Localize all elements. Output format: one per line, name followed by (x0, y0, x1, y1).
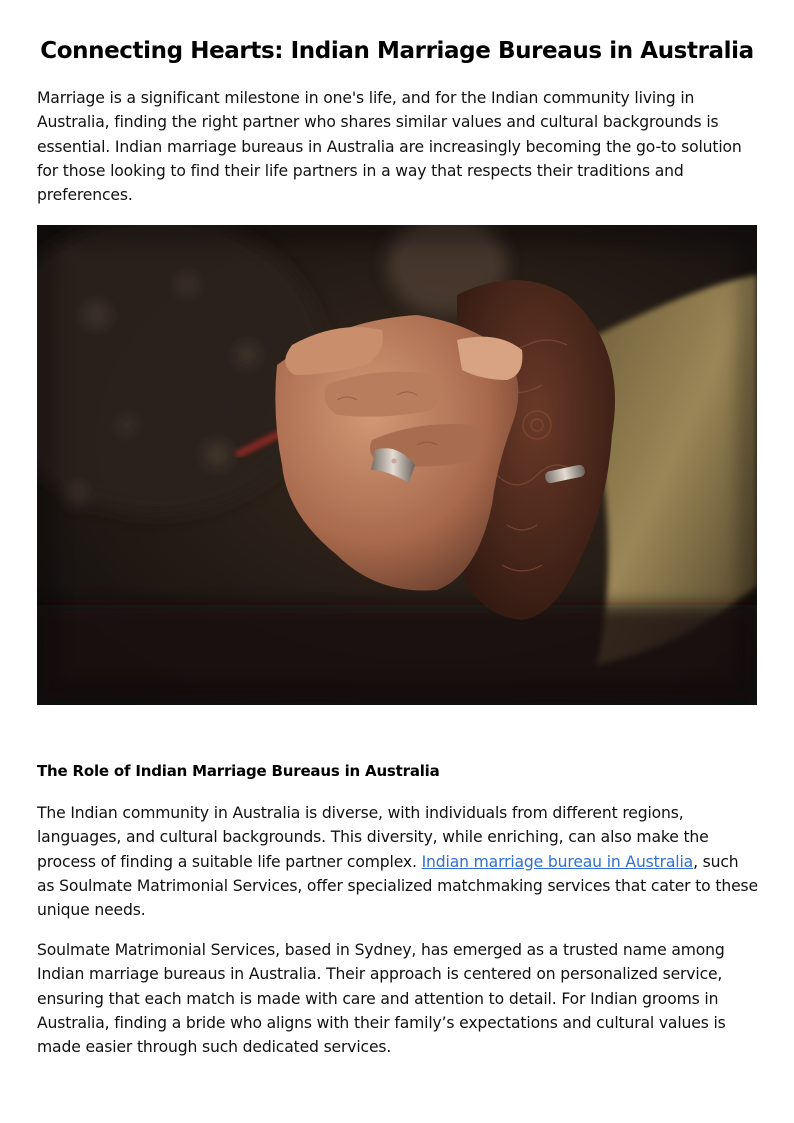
marriage-bureau-link[interactable]: Indian marriage bureau in Australia (421, 852, 694, 871)
paragraph-text: The Indian community in Australia is diverse, with individuals from different regions, languages, and cultural backgrounds. This diversity, while enriching, can also make the process of finding a suitable life partner complex. (37, 804, 709, 871)
intro-paragraph: Marriage is a significant milestone in one's life, and for the Indian community living in Australia, finding the right partner who shares similar values and cultural backgrounds is essential. Indian marriage bureaus in Australia are increasingly becoming the go-to solution for those looking to find their life partners in a way that respects their traditions and preferences. (37, 89, 742, 205)
holding-hands-photo-icon (37, 225, 757, 705)
page-title: Connecting Hearts: Indian Marriage Bureaus in Australia (40, 38, 754, 64)
body-paragraph-2: Soulmate Matrimonial Services, based in Sydney, has emerged as a trusted name among Indian marriage bureaus in Australia. Their approach is centered on personalized service, ensuring that each match is made with care and attention to detail. For Indian grooms in Australia, finding a bride who aligns with their family’s expectations and cultural values is made easier through such dedicated services. (37, 941, 726, 1057)
paragraph-text: , such as Soulmate Matrimonial Services, offer specialized matchmaking services that cater to these unique needs. (37, 852, 758, 920)
hands-with-rings-photo (37, 225, 757, 705)
body-paragraph-1 (37, 801, 759, 922)
section-heading: The Role of Indian Marriage Bureaus in Australia (37, 762, 440, 780)
